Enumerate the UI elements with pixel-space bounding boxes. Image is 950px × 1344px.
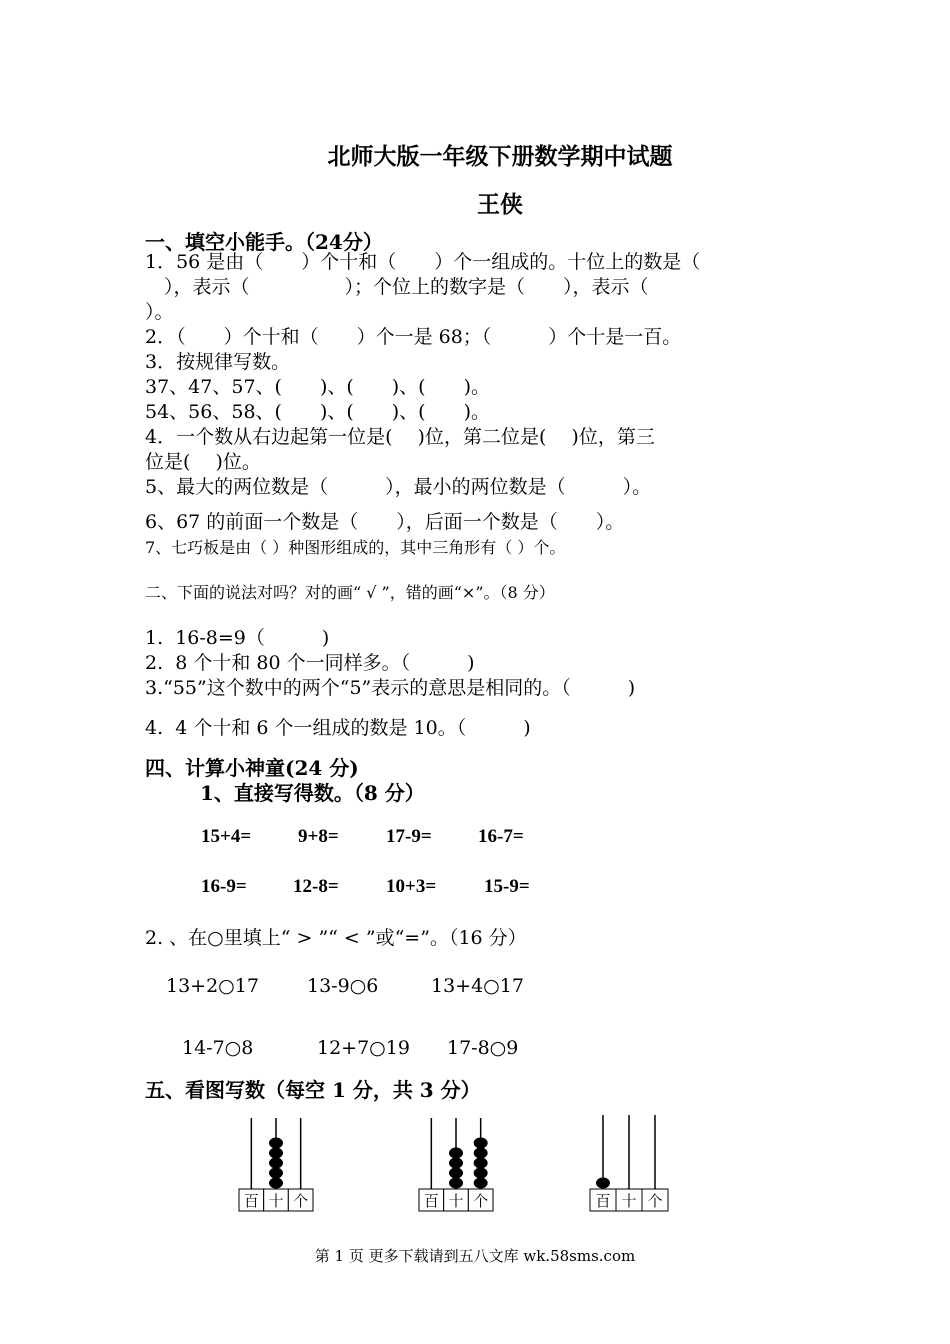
abacus-bead-hundreds <box>596 1178 610 1189</box>
abacus-bead-ones <box>474 1138 488 1149</box>
place-value-label: 十 <box>621 1192 637 1210</box>
abacus-bead-ones <box>474 1158 488 1169</box>
abacus-figure-3 <box>589 1115 669 1212</box>
abacus-bead-ones <box>474 1168 488 1179</box>
compare-item: 13-9○6 <box>307 975 379 997</box>
abacus-bead-tens <box>449 1158 463 1169</box>
calc-item: 15+4= <box>201 826 252 847</box>
calc-item: 16-9= <box>201 876 247 897</box>
q4-line-1: 4．一个数从右边起第一位是( )位，第二位是( )位，第三 <box>145 426 655 448</box>
place-value-label: 个 <box>473 1192 489 1210</box>
calc-item: 12-8= <box>293 876 339 897</box>
section-4-heading: 四、计算小神童(24 分) <box>145 756 359 780</box>
compare-item: 12+7○19 <box>317 1037 410 1059</box>
place-value-label: 十 <box>268 1192 284 1210</box>
abacus-bead-tens <box>269 1168 283 1179</box>
place-value-label: 十 <box>448 1192 464 1210</box>
calc-item: 17-9= <box>386 826 432 847</box>
q3-sequence-b: 54、56、58、( )、( )、( )。 <box>145 401 491 423</box>
judge-item-3: 3.“55”这个数中的两个“5”表示的意思是相同的。（ ) <box>145 677 636 699</box>
calc-item: 9+8= <box>298 826 339 847</box>
abacus-bead-tens <box>269 1148 283 1159</box>
judge-item-4: 4. 4 个十和 6 个一组成的数是 10。（ ) <box>145 717 531 739</box>
place-value-label: 百 <box>243 1192 259 1210</box>
abacus-figure-1 <box>238 1118 314 1212</box>
q3: 3．按规律写数。 <box>145 351 291 373</box>
q4-line-2: 位是( )位。 <box>145 451 261 473</box>
abacus-figure-2 <box>418 1118 494 1212</box>
q2: 2．（ ）个十和（ ）个一是 68；（ ）个十是一百。 <box>145 326 682 348</box>
sub-1-heading: 1、直接写得数。（8 分） <box>200 781 425 805</box>
q6: 6、67 的前面一个数是（ ），后面一个数是（ ）。 <box>145 511 625 533</box>
abacus-bead-ones <box>474 1178 488 1189</box>
abacus-bead-tens <box>449 1148 463 1159</box>
place-value-label: 百 <box>595 1192 611 1210</box>
compare-item: 13+2○17 <box>166 975 259 997</box>
abacus-bead-ones <box>474 1148 488 1159</box>
doc-title: 北师大版一年级下册数学期中试题 <box>327 143 673 170</box>
sub-2-heading: 2. 、在○里填上“ > ”“ < ”或“=”。（16 分） <box>145 927 527 949</box>
abacus-bead-tens <box>449 1168 463 1179</box>
calc-item: 15-9= <box>484 876 530 897</box>
q1-line-2: ），表示（ ）；个位上的数字是（ ），表示（ <box>145 276 649 298</box>
compare-item: 17-8○9 <box>447 1037 519 1059</box>
section-5-heading: 五、看图写数（每空 1 分，共 3 分） <box>145 1078 481 1102</box>
section-2-heading: 二、下面的说法对吗？对的画“ √ ”，错的画“×”。（8 分） <box>145 583 555 602</box>
abacus-bead-tens <box>269 1138 283 1149</box>
q3-sequence-a: 37、47、57、( )、( )、( )。 <box>145 376 491 398</box>
q5: 5、最大的两位数是（ ），最小的两位数是（ ）。 <box>145 476 652 498</box>
q1-line-3: ）。 <box>145 301 174 323</box>
q7: 7、七巧板是由（ ）种图形组成的，其中三角形有（ ）个。 <box>145 538 566 557</box>
compare-item: 14-7○8 <box>182 1037 254 1059</box>
abacus-bead-tens <box>449 1178 463 1189</box>
doc-author: 王侠 <box>477 191 523 218</box>
place-value-label: 百 <box>423 1192 439 1210</box>
abacus-bead-tens <box>269 1178 283 1189</box>
place-value-label: 个 <box>293 1192 309 1210</box>
section-1-heading: 一、填空小能手。（24分） <box>145 230 383 254</box>
page-footer: 第 1 页 更多下载请到五八文库 wk.58sms.com <box>314 1247 636 1265</box>
place-value-label: 个 <box>647 1192 663 1210</box>
compare-item: 13+4○17 <box>431 975 524 997</box>
judge-item-2: 2. 8 个十和 80 个一同样多。（ ) <box>145 652 475 674</box>
q1-line-1: 1．56 是由（ ）个十和（ ）个一组成的。十位上的数是（ <box>145 251 701 273</box>
calc-item: 10+3= <box>386 876 437 897</box>
calc-item: 16-7= <box>478 826 524 847</box>
abacus-bead-tens <box>269 1158 283 1169</box>
judge-item-1: 1. 16-8=9（ ) <box>145 627 330 649</box>
